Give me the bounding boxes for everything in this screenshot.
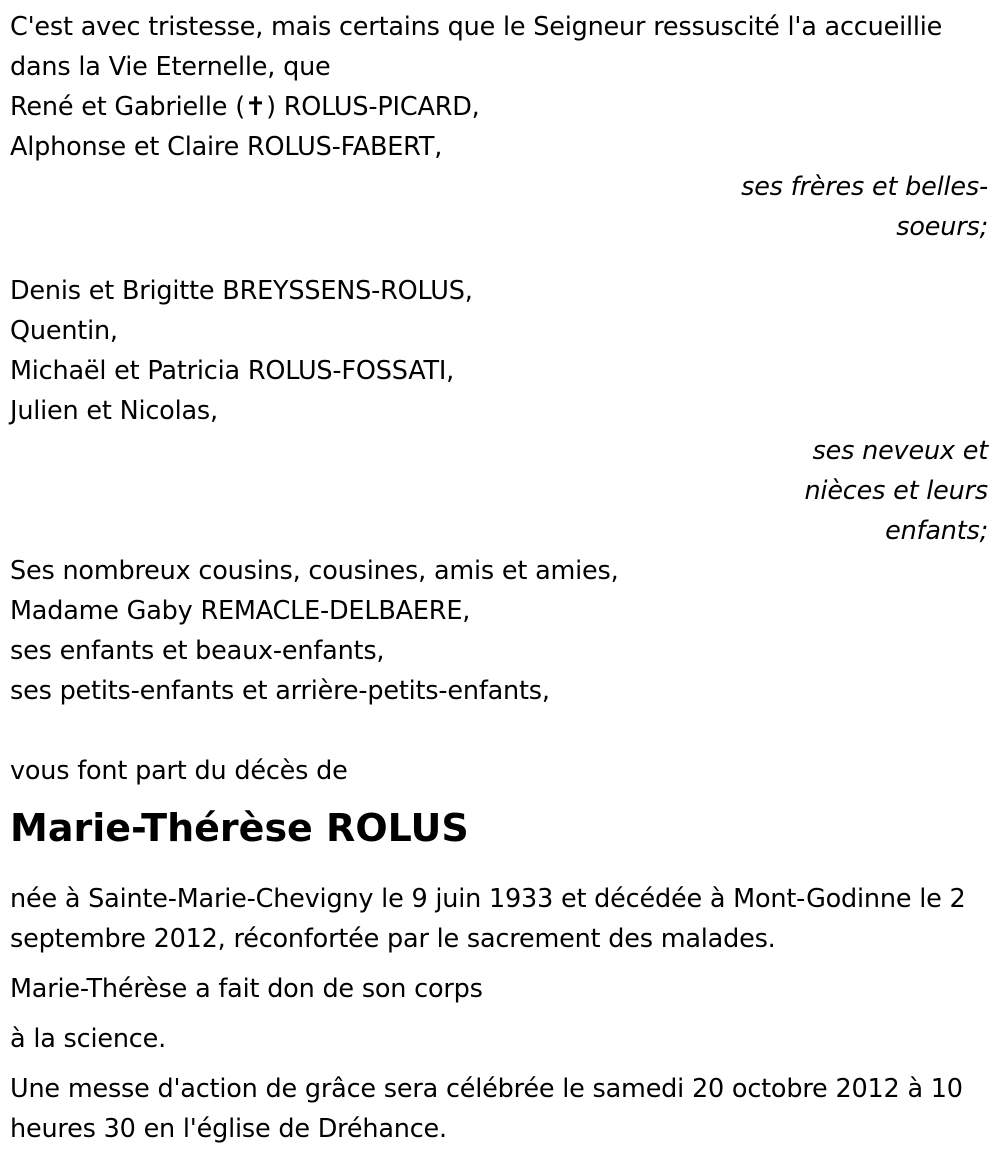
donation-line-2: à la science. [10,1024,167,1054]
family-member: Alphonse et Claire ROLUS-FABERT, [10,132,443,162]
intro-line-1: C'est avec tristesse, mais certains que le Seigneur ressuscité l'a accueillie [10,12,943,42]
family-group-others [10,551,990,711]
relation-label: ses frères et belles- [741,172,988,202]
family-group-nephews [10,271,990,551]
family-member: René et Gabrielle (✝) ROLUS-PICARD, [10,92,480,122]
family-member: Denis et Brigitte BREYSSENS-ROLUS, [10,276,473,306]
donation-line-1: Marie-Thérèse a fait don de son corps [10,974,483,1004]
family-member: Quentin, [10,316,118,346]
relation-label: enfants; [885,516,988,546]
family-member: Ses nombreux cousins, cousines, amis et amies, [10,556,619,586]
intro-line-2: dans la Vie Eternelle, que [10,52,331,82]
deceased-name: Marie-Thérèse ROLUS [10,806,469,850]
family-member: ses enfants et beaux-enfants, [10,636,385,666]
family-member: Michaël et Patricia ROLUS-FOSSATI, [10,356,455,386]
family-member: Julien et Nicolas, [10,396,218,426]
relation-label: nièces et leurs [804,476,988,506]
birth-death-details: née à Sainte-Marie-Chevigny le 9 juin 1933 et décédée à Mont-Godinne le 2 septembre 2012, réconfortée par le sacrement des malades. [10,884,966,954]
mass-details: Une messe d'action de grâce sera célébrée le samedi 20 octobre 2012 à 10 heures 30 en l'église de Dréhance. [10,1074,963,1144]
family-member: Madame Gaby REMACLE-DELBAERE, [10,596,471,626]
relation-label: soeurs; [896,212,988,242]
announcement-text: vous font part du décès de [10,756,348,786]
family-group-siblings [10,87,990,247]
family-member: ses petits-enfants et arrière-petits-enfants, [10,676,550,706]
relation-label: ses neveux et [812,436,988,466]
